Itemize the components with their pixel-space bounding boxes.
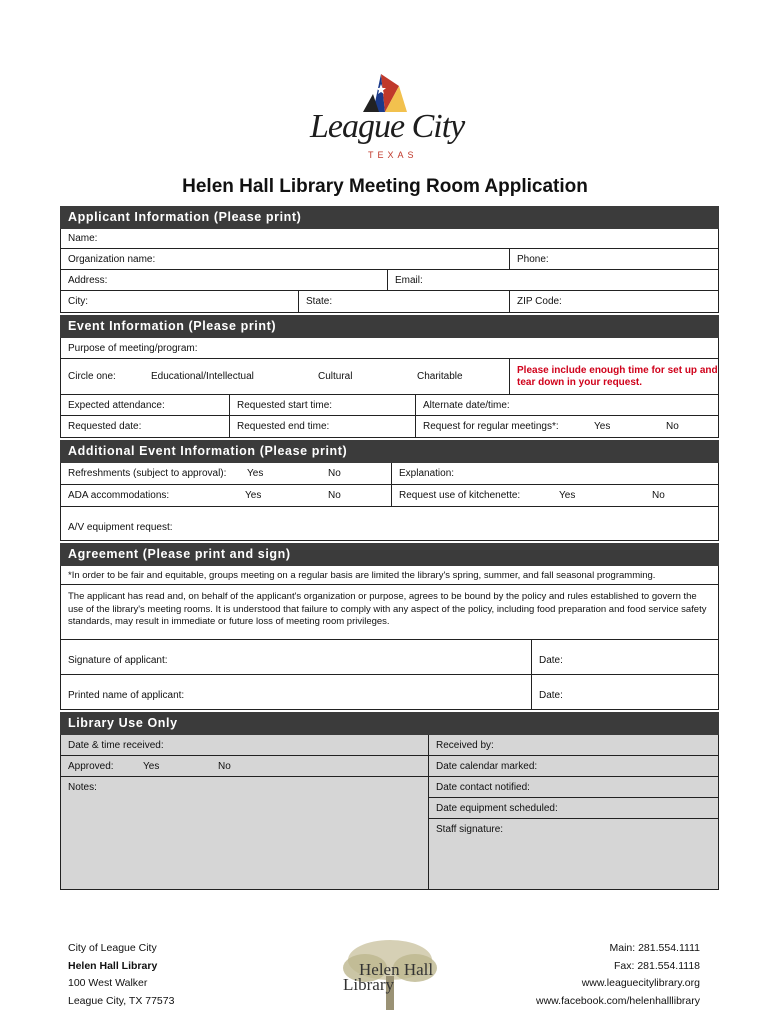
footer-contact [536,940,700,1010]
page-title: Helen Hall Library Meeting Room Application [182,176,588,197]
kitchenette-field [391,485,718,506]
attendance-row [60,395,719,416]
organization-row [60,249,719,270]
logo-state: TEXAS [368,150,418,160]
received-by-field[interactable] [429,735,718,756]
signature-label: Signature of applicant: [68,655,168,666]
alternate-date-label: Alternate date/time: [423,399,510,411]
regular-meetings-no[interactable]: No [666,421,679,432]
footer-facebook-link[interactable]: www.facebook.com/helenhalllibrary [536,994,700,1007]
setup-note-text: Please include enough time for set up and tear down in your request. [517,364,718,388]
additional-section-header: Additional Event Information (Please print) [60,440,719,463]
library-use-left [61,735,429,890]
av-field[interactable] [61,507,718,540]
applicant-section-header: Applicant Information (Please print) [60,206,719,229]
regular-meetings-label: Request for regular meetings*: [423,421,559,432]
footer-street: 100 West Walker [68,977,148,989]
alternate-date-field[interactable] [415,395,718,415]
av-row [60,507,719,541]
library-use-block [60,735,719,890]
date-equipment-field[interactable] [429,798,718,819]
logo-line-2: Library [343,975,394,994]
state-label: State: [306,296,333,307]
email-field[interactable] [387,270,718,290]
signature-date-field[interactable] [531,640,718,674]
city-row [60,291,719,313]
organization-label: Organization name: [68,253,156,265]
footer-library: Helen Hall Library [68,959,158,972]
ada-yes[interactable]: Yes [245,490,262,501]
logo-line-1: Helen Hall [359,960,434,979]
state-field[interactable] [298,291,509,312]
printed-name-date-field[interactable] [531,675,718,709]
agreement-note [61,566,718,584]
regular-meetings-yes[interactable]: Yes [594,421,611,432]
option-charitable[interactable]: Charitable [417,371,463,382]
requested-date-field[interactable] [61,416,229,437]
printed-name-date-label: Date: [539,690,563,701]
address-field[interactable] [61,270,387,290]
footer-website-link[interactable]: www.leaguecitylibrary.org [581,977,700,989]
refreshments-no[interactable]: No [328,468,341,479]
name-row [60,229,719,249]
library-use-section-header: Library Use Only [60,712,719,735]
kitchenette-label: Request use of kitchenette: [399,490,521,501]
zip-field[interactable] [509,291,718,312]
city-field[interactable] [61,291,298,312]
notes-label: Notes: [68,782,97,793]
signature-field[interactable] [61,640,531,674]
printed-name-row [60,675,719,710]
requested-start-field[interactable] [229,395,415,415]
ada-label: ADA accommodations: [68,490,170,501]
footer-address [68,940,174,1010]
footer-main-phone: Main: 281.554.1111 [609,942,700,954]
address-label: Address: [68,274,108,286]
footer-citystate: League City, TX 77573 [68,994,175,1007]
printed-name-label: Printed name of applicant: [68,690,185,701]
requested-end-field[interactable] [229,416,415,437]
kitchenette-no[interactable]: No [652,490,665,501]
footer-fax: Fax: 281.554.1118 [613,959,700,972]
purpose-row [60,338,719,359]
date-equipment-label: Date equipment scheduled: [436,803,558,814]
date-calendar-label: Date calendar marked: [436,761,538,772]
circle-one-row [60,359,719,395]
date-contact-label: Date contact notified: [436,782,530,793]
approved-no[interactable]: No [218,761,231,772]
signature-row [60,640,719,675]
ada-no[interactable]: No [328,490,341,501]
name-label: Name: [68,233,98,244]
staff-signature-label: Staff signature: [436,824,504,835]
signature-date-label: Date: [539,655,563,666]
explanation-field[interactable] [391,463,718,484]
agreement-note-row [60,566,719,585]
requested-end-label: Requested end time: [237,421,330,432]
circle-one-label: Circle one: [68,371,116,382]
agreement-text-row [60,585,719,640]
organization-field[interactable] [61,249,509,269]
staff-signature-field[interactable] [429,819,718,890]
date-time-received-label: Date & time received: [68,740,164,751]
agreement-text: The applicant has read and, on behalf of the applicant's organization or purpose, agrees to be bound by the policy and rules established to govern the use of the library's meeting rooms. It is understood that failure to comply with any aspect of the policy, including food preparation and food service safety standards, may result in immediate or future loss of meeting room privileges. [68,591,707,627]
footer-city: City of League City [68,942,157,954]
event-section-header: Event Information (Please print) [60,315,719,338]
approved-yes[interactable]: Yes [143,761,160,772]
city-label: City: [68,296,88,307]
requested-start-label: Requested start time: [237,399,333,411]
av-label: A/V equipment request: [68,522,173,533]
zip-label: ZIP Code: [517,296,562,307]
approved-label: Approved: [68,761,114,772]
agreement-note-text: *In order to be fair and equitable, groups meeting on a regular basis are limited the library's spring, summer, and fall seasonal programming. [68,569,656,581]
notes-field[interactable] [61,777,428,890]
agreement-section-header: Agreement (Please print and sign) [60,543,719,566]
date-contact-field[interactable] [429,777,718,798]
purpose-field[interactable] [61,338,718,358]
received-by-label: Received by: [436,740,494,751]
refreshments-row [60,463,719,485]
address-row [60,270,719,291]
explanation-label: Explanation: [399,468,455,479]
requested-date-label: Requested date: [68,421,142,432]
setup-note [509,359,718,394]
option-educational[interactable]: Educational/Intellectual [151,371,254,382]
date-calendar-field[interactable] [429,756,718,777]
ada-row [60,485,719,507]
date-time-received-field[interactable] [61,735,428,756]
application-form [60,206,719,890]
expected-attendance-field[interactable] [61,395,229,415]
expected-attendance-label: Expected attendance: [68,399,165,411]
refreshments-yes[interactable]: Yes [247,468,264,479]
phone-label: Phone: [517,253,549,265]
footer [0,940,770,1020]
logo-wordmark: League City [310,108,465,145]
purpose-label: Purpose of meeting/program: [68,342,198,354]
approved-row [61,756,428,777]
option-cultural[interactable]: Cultural [318,371,353,382]
refreshments-label: Refreshments (subject to approval): [68,468,227,479]
kitchenette-yes[interactable]: Yes [559,490,576,501]
phone-field[interactable] [509,249,718,269]
helen-hall-library-logo [335,938,445,1020]
name-field[interactable] [61,229,718,248]
library-use-right [429,735,718,890]
logo-text [343,962,433,992]
printed-name-field[interactable] [61,675,531,709]
requested-date-row [60,416,719,438]
league-city-logo [300,72,470,172]
email-label: Email: [395,274,423,286]
